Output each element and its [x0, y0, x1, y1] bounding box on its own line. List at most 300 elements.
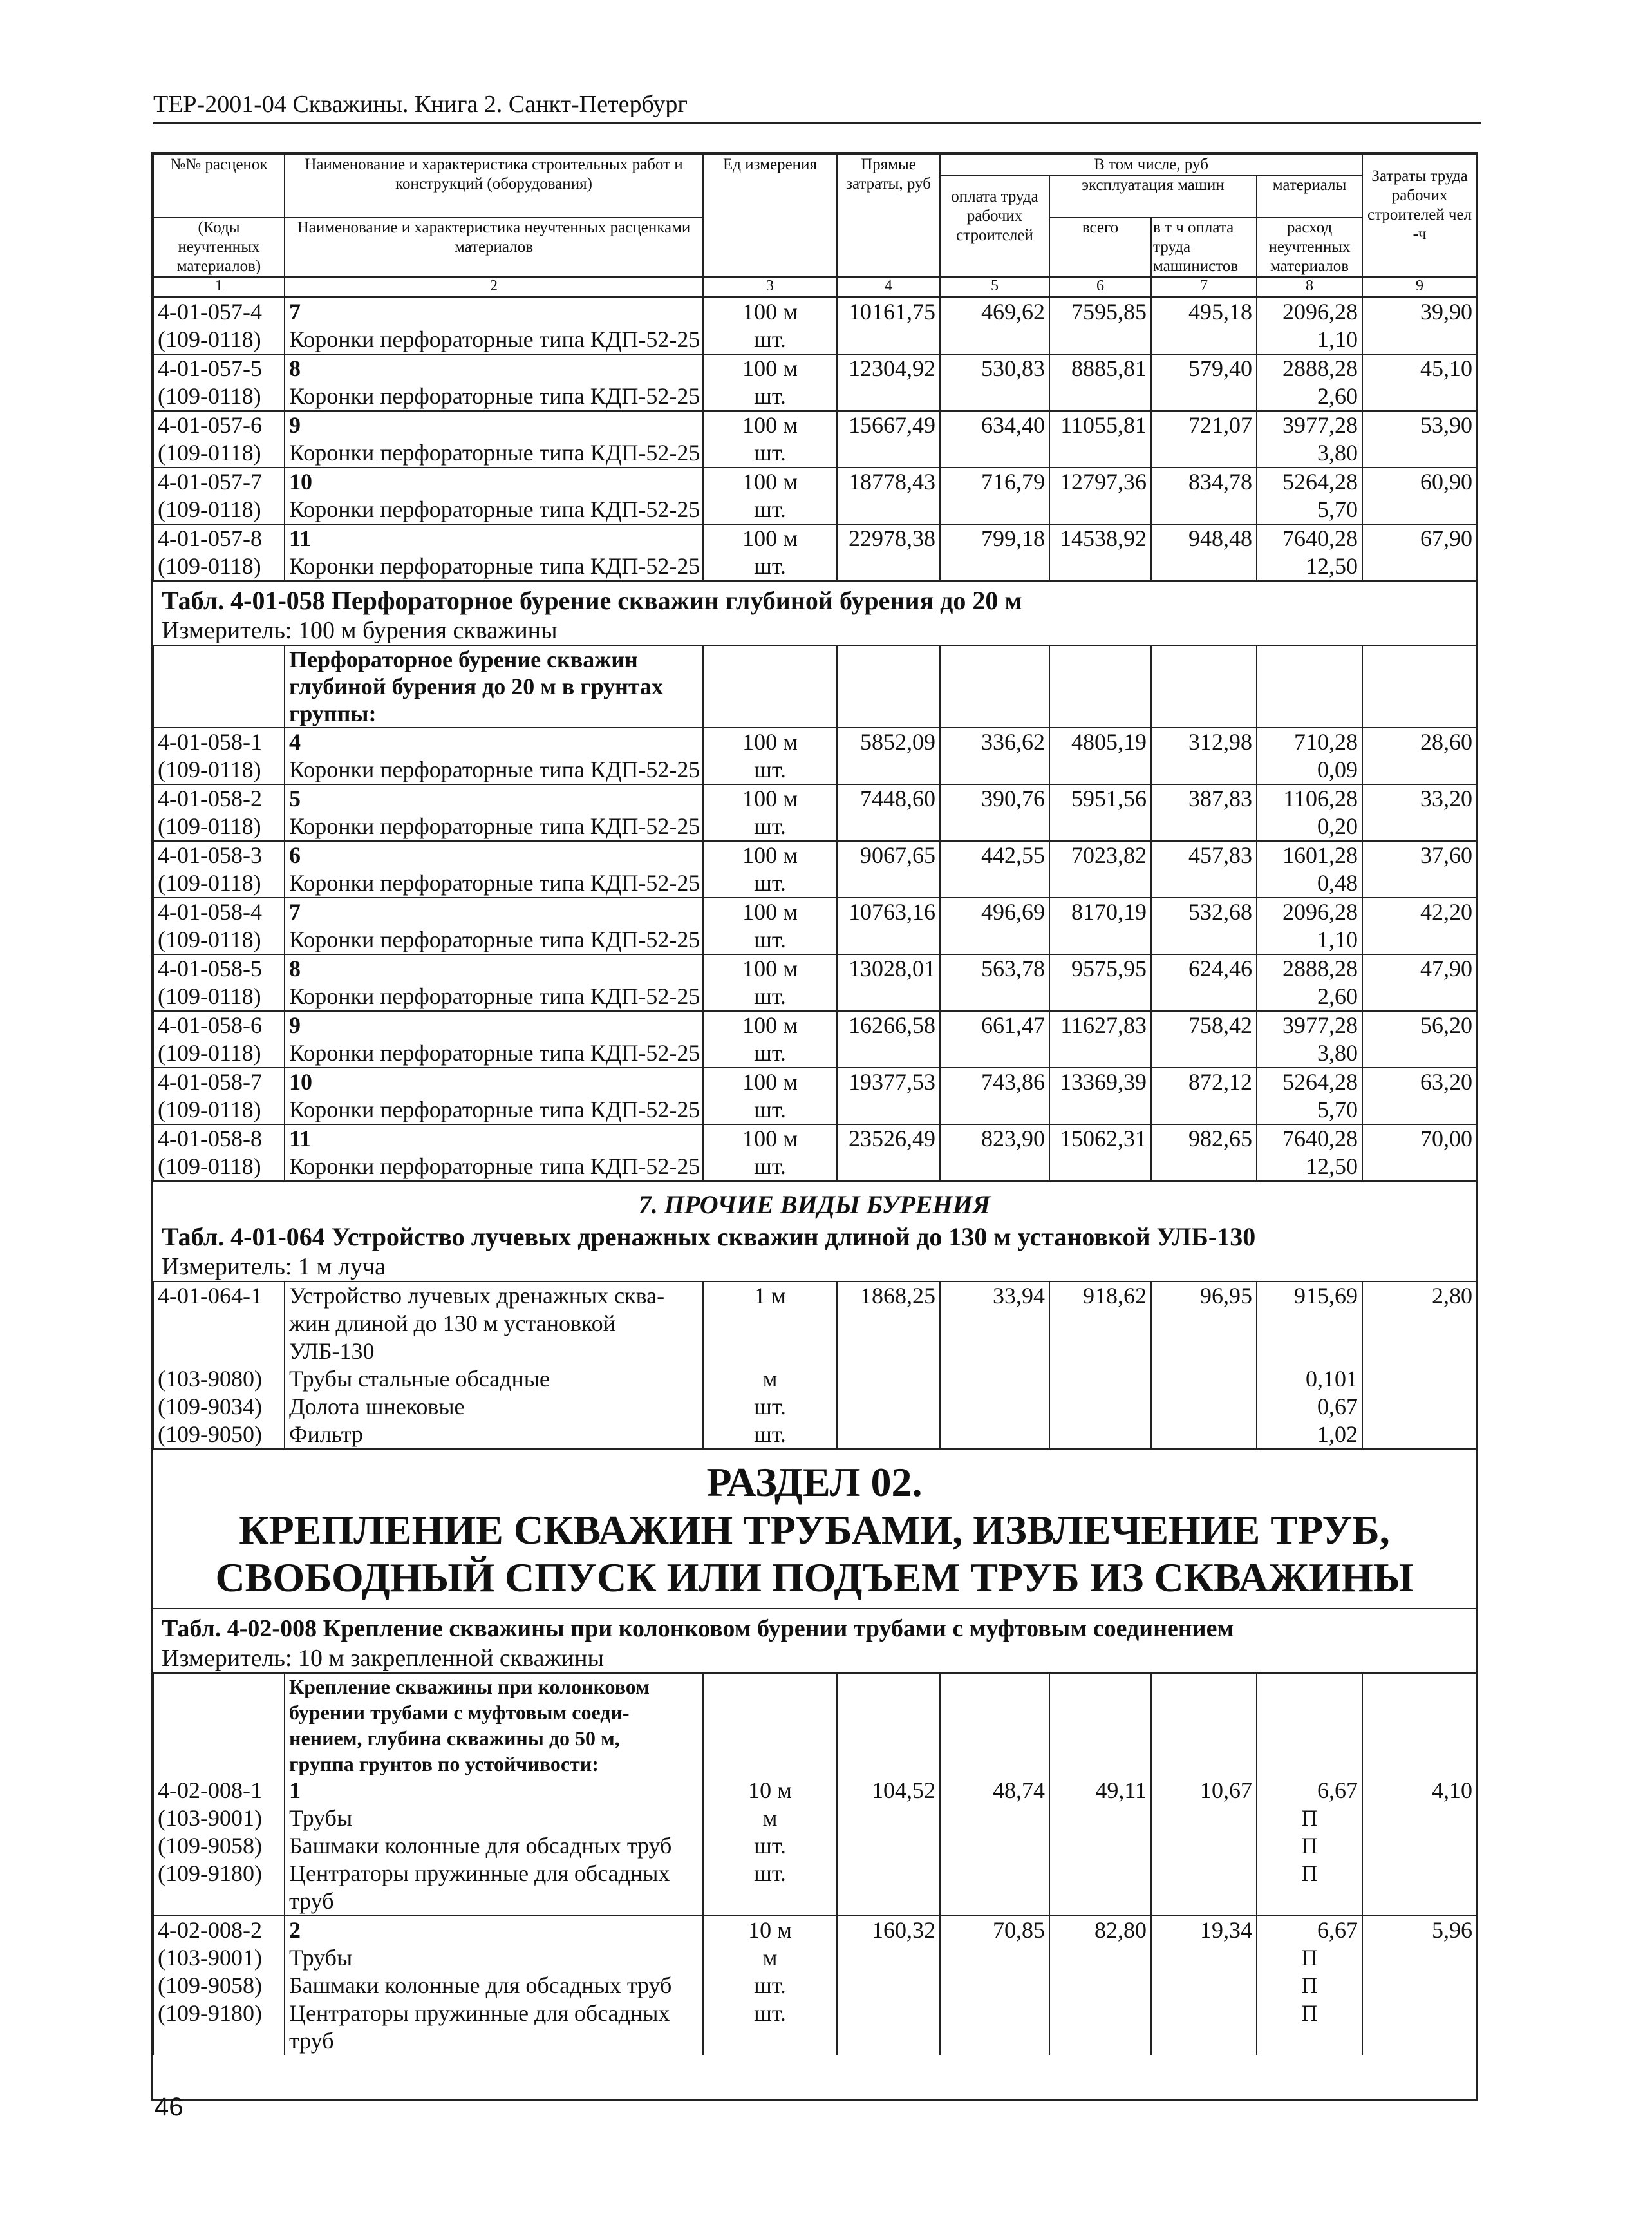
- table-cell: [940, 1096, 1049, 1124]
- table-4-01-057-rows: [153, 297, 1478, 580]
- table-row: [153, 1124, 1477, 1153]
- table-4-01-058-caption: [153, 580, 1476, 645]
- material-name: Трубы: [285, 1944, 703, 1972]
- table-cell: [1049, 869, 1151, 898]
- material-code: (109-0118): [153, 1096, 285, 1124]
- rate-code: 4-01-058-5: [153, 954, 285, 983]
- table-cell: [837, 1860, 940, 1888]
- column-number: 1: [153, 277, 285, 296]
- material-qty: 0,20: [1257, 813, 1362, 841]
- material-name: Башмаки колонные для обсадных труб: [285, 1972, 703, 2000]
- materials-cost: 2888,28: [1257, 954, 1362, 983]
- material-qty: П: [1257, 2000, 1362, 2027]
- material-qty: 3,80: [1257, 1039, 1362, 1068]
- material-name: Трубы стальные обсадные: [285, 1365, 703, 1393]
- table-cell: [1049, 1972, 1151, 2000]
- table-cell: [940, 1972, 1049, 2000]
- material-name: Коронки перфораторные типа КДП-52-25: [285, 383, 703, 411]
- table-row: [153, 298, 1477, 326]
- table-cell: [940, 983, 1049, 1011]
- page-header: ТЕР-2001-04 Скважины. Книга 2. Санкт-Петербург: [153, 89, 1481, 124]
- table-row: [153, 926, 1477, 954]
- operator-wage: 834,78: [1151, 468, 1257, 496]
- machine-cost: 13369,39: [1049, 1068, 1151, 1096]
- table-cell: [1151, 1421, 1257, 1448]
- operator-wage: 982,65: [1151, 1124, 1257, 1153]
- table-cell: [1362, 2027, 1477, 2055]
- machines-header: эксплуатация машин: [1049, 175, 1257, 218]
- table-cell: [940, 1421, 1049, 1448]
- material-qty: П: [1257, 1804, 1362, 1832]
- materials-cost: 3977,28: [1257, 411, 1362, 439]
- table-row: [153, 1393, 1477, 1421]
- table-cell: [1049, 1039, 1151, 1068]
- material-qty: 2,60: [1257, 983, 1362, 1011]
- table-cell: [1049, 1153, 1151, 1180]
- materials-cost: 6,67: [1257, 1916, 1362, 1944]
- material-code: (109-9050): [153, 1421, 285, 1448]
- direct-cost: 16266,58: [837, 1011, 940, 1039]
- table-cell: [1049, 1365, 1151, 1393]
- material-name: Фильтр: [285, 1421, 703, 1448]
- table-cell: [940, 1393, 1049, 1421]
- material-qty: 2,60: [1257, 383, 1362, 411]
- page-number: 46: [155, 2093, 183, 2121]
- material-name: Долота шнековые: [285, 1393, 703, 1421]
- table-row: [153, 869, 1477, 898]
- unit: 100 м: [703, 1068, 837, 1096]
- table-cell: [1151, 2027, 1257, 2055]
- table-cell: [837, 496, 940, 524]
- column-numbers: [153, 277, 1477, 296]
- table-cell: [1362, 1860, 1477, 1888]
- table-cell: [1151, 496, 1257, 524]
- unit: 100 м: [703, 954, 837, 983]
- material-qty: 1,02: [1257, 1421, 1362, 1448]
- material-name: Коронки перфораторные типа КДП-52-25: [285, 756, 703, 784]
- table-cell: [1049, 1832, 1151, 1860]
- material-code: (103-9001): [153, 1804, 285, 1832]
- worker-wage: 563,78: [940, 954, 1049, 983]
- material-qty: 5,70: [1257, 496, 1362, 524]
- table-cell: [940, 926, 1049, 954]
- material-unit: шт.: [703, 813, 837, 841]
- table-cell: [940, 2027, 1049, 2055]
- material-name: Башмаки колонные для обсадных труб: [285, 1832, 703, 1860]
- materials-cost: 3977,28: [1257, 1011, 1362, 1039]
- material-code: (109-0118): [153, 813, 285, 841]
- material-name: Коронки перфораторные типа КДП-52-25: [285, 439, 703, 468]
- operator-wage: 872,12: [1151, 1068, 1257, 1096]
- worker-wage: 336,62: [940, 728, 1049, 756]
- table-cell: [1362, 1972, 1477, 2000]
- table-cell: [1362, 1888, 1477, 1916]
- rate-code: 4-01-058-3: [153, 841, 285, 869]
- worker-wage: 442,55: [940, 841, 1049, 869]
- worker-wage: 799,18: [940, 524, 1049, 553]
- material-unit: шт.: [703, 869, 837, 898]
- table-cell: [1049, 1944, 1151, 1972]
- table-cell: [1362, 1421, 1477, 1448]
- table-cell: [1151, 756, 1257, 784]
- table-row: [153, 1421, 1477, 1448]
- table-row: [153, 524, 1477, 553]
- worker-wage: 469,62: [940, 298, 1049, 326]
- unit: 100 м: [703, 841, 837, 869]
- table-row: [153, 1365, 1477, 1393]
- material-unit: м: [703, 1944, 837, 1972]
- worker-wage: 716,79: [940, 468, 1049, 496]
- machine-cost: 8885,81: [1049, 354, 1151, 383]
- direct-cost: 10763,16: [837, 898, 940, 926]
- table-cell: [940, 1365, 1049, 1393]
- material-qty: 0,09: [1257, 756, 1362, 784]
- operator-wage: 387,83: [1151, 784, 1257, 813]
- soil-group: 2: [285, 1916, 703, 1944]
- table-cell: [837, 1804, 940, 1832]
- table-cell: [1151, 1888, 1257, 1916]
- material-qty: П: [1257, 1972, 1362, 2000]
- table-row: [153, 468, 1477, 496]
- table-cell: [1049, 1096, 1151, 1124]
- table-row: [153, 1777, 1477, 1804]
- soil-group: 1: [285, 1777, 703, 1804]
- table-cell: [1049, 383, 1151, 411]
- table-cell: [1151, 983, 1257, 1011]
- table-unit: Измеритель: 1 м луча: [162, 1253, 386, 1280]
- direct-cost: 5852,09: [837, 728, 940, 756]
- soil-group: 11: [285, 524, 703, 553]
- direct-cost: 104,52: [837, 1777, 940, 1804]
- table-cell: [1151, 869, 1257, 898]
- materials-cost: 5264,28: [1257, 468, 1362, 496]
- operator-wage: 948,48: [1151, 524, 1257, 553]
- table-cell: [940, 1944, 1049, 1972]
- group-intro: Крепление скважины при колонковом бурении трубами с муфтовым соеди- нением, глубина скважины до 50 м, группа грунтов по устойчивости:: [285, 1673, 703, 1777]
- table-row: [153, 1068, 1477, 1096]
- labor-hours: 53,90: [1362, 411, 1477, 439]
- table-row: [153, 1832, 1477, 1860]
- operator-wage: 495,18: [1151, 298, 1257, 326]
- table-cell: [940, 496, 1049, 524]
- table-row: [153, 2027, 1477, 2055]
- material-qty: П: [1257, 1860, 1362, 1888]
- material-code: (109-0118): [153, 496, 285, 524]
- table-cell: [1362, 756, 1477, 784]
- table-cell: [940, 553, 1049, 580]
- table-cell: [940, 1804, 1049, 1832]
- material-unit: шт.: [703, 1096, 837, 1124]
- table-row: [153, 1944, 1477, 1972]
- operator-wage: 10,67: [1151, 1777, 1257, 1804]
- material-code: (109-0118): [153, 1039, 285, 1068]
- direct-cost: 15667,49: [837, 411, 940, 439]
- table-row: [153, 1916, 1477, 1944]
- table-row: [153, 898, 1477, 926]
- table-cell: [1362, 496, 1477, 524]
- table-cell: [837, 1393, 940, 1421]
- column-number: 6: [1049, 277, 1151, 296]
- material-unit: м: [703, 1804, 837, 1832]
- column-number: 4: [837, 277, 940, 296]
- table-row: [153, 841, 1477, 869]
- table-4-01-058-rows: [153, 645, 1478, 1180]
- soil-group: 11: [285, 1124, 703, 1153]
- table-row: [153, 1860, 1477, 1888]
- column-number: 2: [285, 277, 703, 296]
- table-row: [153, 1888, 1477, 1916]
- table-row: 4-01-064-1 Устройство лучевых дренажных сква- жин длиной до 130 м установкой УЛБ-130 1 м 1868,25 33,94 918,62 96,95 915,69 2,80: [153, 1282, 1477, 1365]
- table-cell: [1362, 2000, 1477, 2027]
- table-row: [153, 326, 1477, 354]
- direct-cost: 160,32: [837, 1916, 940, 1944]
- table-cell: [837, 813, 940, 841]
- table-cell: [940, 1888, 1049, 1916]
- material-name: Коронки перфораторные типа КДП-52-25: [285, 813, 703, 841]
- table-cell: [1151, 1365, 1257, 1393]
- table-cell: [940, 756, 1049, 784]
- table-unit: Измеритель: 100 м бурения скважины: [162, 617, 558, 644]
- table-cell: [1049, 813, 1151, 841]
- table-cell: [1362, 1039, 1477, 1068]
- table-cell: [1151, 813, 1257, 841]
- direct-cost: 9067,65: [837, 841, 940, 869]
- machine-cost: 11627,83: [1049, 1011, 1151, 1039]
- table-cell: [1362, 1393, 1477, 1421]
- table-cell: [703, 1888, 837, 1916]
- materials-cost: 1106,28: [1257, 784, 1362, 813]
- table-row: [153, 1096, 1477, 1124]
- worker-wage: 70,85: [940, 1916, 1049, 1944]
- material-unit: шт.: [703, 1153, 837, 1180]
- column-number: 3: [703, 277, 837, 296]
- table-cell: [1049, 496, 1151, 524]
- direct-cost: 18778,43: [837, 468, 940, 496]
- table-cell: [1151, 1832, 1257, 1860]
- table-cell: [940, 1832, 1049, 1860]
- material-qty: 0,67: [1257, 1393, 1362, 1421]
- operator-wage: 532,68: [1151, 898, 1257, 926]
- machine-cost: 15062,31: [1049, 1124, 1151, 1153]
- machine-cost: 7595,85: [1049, 298, 1151, 326]
- labor-hours: 60,90: [1362, 468, 1477, 496]
- table-row: [153, 411, 1477, 439]
- table-cell: [837, 983, 940, 1011]
- material-unit: шт.: [703, 496, 837, 524]
- machine-cost: 82,80: [1049, 1916, 1151, 1944]
- material-qty: 1,10: [1257, 926, 1362, 954]
- table-cell: [837, 1153, 940, 1180]
- table-cell: [1362, 1365, 1477, 1393]
- soil-group: 10: [285, 468, 703, 496]
- unit: 100 м: [703, 728, 837, 756]
- material-unit: шт.: [703, 383, 837, 411]
- column-header: [153, 154, 1478, 297]
- operator-wage: 19,34: [1151, 1916, 1257, 1944]
- table-cell: [837, 756, 940, 784]
- soil-group: 9: [285, 1011, 703, 1039]
- material-name: Центраторы пружинные для обсадных: [285, 2000, 703, 2027]
- rate-code: 4-01-058-8: [153, 1124, 285, 1153]
- material-qty: 12,50: [1257, 553, 1362, 580]
- table-row: [153, 383, 1477, 411]
- column-number: 9: [1362, 277, 1477, 296]
- rate-code: 4-01-058-6: [153, 1011, 285, 1039]
- soil-group: 8: [285, 954, 703, 983]
- machine-cost: 7023,82: [1049, 841, 1151, 869]
- table-row: [153, 439, 1477, 468]
- labor-hours: 63,20: [1362, 1068, 1477, 1096]
- table-row: [153, 756, 1477, 784]
- material-code: (109-0118): [153, 926, 285, 954]
- labor-hours: 33,20: [1362, 784, 1477, 813]
- materials-cost: 1601,28: [1257, 841, 1362, 869]
- labor-hours: 56,20: [1362, 1011, 1477, 1039]
- operator-wage: 579,40: [1151, 354, 1257, 383]
- table-cell: [1362, 983, 1477, 1011]
- col-1-header-bottom: (Коды неучтенных материалов): [153, 218, 285, 277]
- table-cell: [837, 1039, 940, 1068]
- table-cell: [1049, 2027, 1151, 2055]
- material-code: (109-0118): [153, 983, 285, 1011]
- material-code: (109-0118): [153, 756, 285, 784]
- direct-cost: 10161,75: [837, 298, 940, 326]
- materials-cost: 710,28: [1257, 728, 1362, 756]
- unit: 100 м: [703, 784, 837, 813]
- table-row: [153, 1011, 1477, 1039]
- table-cell: [837, 1096, 940, 1124]
- table-cell: [1362, 326, 1477, 354]
- table-cell: [1049, 439, 1151, 468]
- table-cell: [837, 1944, 940, 1972]
- table-title: Табл. 4-01-058 Перфораторное бурение скважин глубиной бурения до 20 м: [162, 586, 1022, 615]
- table-row: [153, 728, 1477, 756]
- material-name: Коронки перфораторные типа КДП-52-25: [285, 926, 703, 954]
- material-unit: шт.: [703, 756, 837, 784]
- table-cell: [1362, 869, 1477, 898]
- table-cell: [837, 1421, 940, 1448]
- material-qty: 0,48: [1257, 869, 1362, 898]
- table-cell: [1151, 326, 1257, 354]
- worker-wage: 496,69: [940, 898, 1049, 926]
- material-qty: 12,50: [1257, 1153, 1362, 1180]
- labor-hours: 5,96: [1362, 1916, 1477, 1944]
- machine-cost: 11055,81: [1049, 411, 1151, 439]
- material-name: труб: [285, 2027, 703, 2055]
- material-unit: шт.: [703, 1860, 837, 1888]
- material-name: Коронки перфораторные типа КДП-52-25: [285, 983, 703, 1011]
- material-qty: 3,80: [1257, 439, 1362, 468]
- machine-cost: 8170,19: [1049, 898, 1151, 926]
- labor-hours: 28,60: [1362, 728, 1477, 756]
- table-cell: [1362, 1944, 1477, 1972]
- table-cell: [1049, 326, 1151, 354]
- table-cell: [153, 1888, 285, 1916]
- table-cell: [153, 2027, 285, 2055]
- material-code: (103-9001): [153, 1944, 285, 1972]
- rate-code: 4-02-008-2: [153, 1916, 285, 1944]
- material-code: (109-0118): [153, 1153, 285, 1180]
- table-cell: [1151, 1860, 1257, 1888]
- table-cell: [837, 1972, 940, 2000]
- table-cell: [1049, 926, 1151, 954]
- table-cell: [1049, 756, 1151, 784]
- direct-cost: 7448,60: [837, 784, 940, 813]
- col-2-header-bottom: Наименование и характеристика неучтенных расценками материалов: [285, 218, 703, 277]
- machine-cost: 9575,95: [1049, 954, 1151, 983]
- operator-wage: 457,83: [1151, 841, 1257, 869]
- table-cell: [1151, 1153, 1257, 1180]
- section-02-heading: РАЗДЕЛ 02. КРЕПЛЕНИЕ СКВАЖИН ТРУБАМИ, ИЗВЛЕЧЕНИЕ ТРУБ, СВОБОДНЫЙ СПУСК ИЛИ ПОДЪЕМ ТРУБ ИЗ СКВАЖИНЫ: [153, 1448, 1476, 1608]
- material-code: (109-9058): [153, 1832, 285, 1860]
- unit: 100 м: [703, 898, 837, 926]
- materials-cost: 6,67: [1257, 1777, 1362, 1804]
- rate-code: 4-01-057-6: [153, 411, 285, 439]
- table-cell: [940, 439, 1049, 468]
- material-unit: м: [703, 1365, 837, 1393]
- unit: 100 м: [703, 1124, 837, 1153]
- table-4-02-008-caption: [153, 1608, 1476, 1672]
- table-cell: [1362, 813, 1477, 841]
- direct-cost: 19377,53: [837, 1068, 940, 1096]
- unit: 100 м: [703, 468, 837, 496]
- material-name: Коронки перфораторные типа КДП-52-25: [285, 496, 703, 524]
- table-cell: [1362, 1153, 1477, 1180]
- column-number: 7: [1151, 277, 1257, 296]
- table-cell: [1362, 1832, 1477, 1860]
- material-unit: шт.: [703, 926, 837, 954]
- table-row: [153, 784, 1477, 813]
- table-cell: [1049, 983, 1151, 1011]
- table-cell: [837, 2000, 940, 2027]
- table-cell: [1049, 2000, 1151, 2027]
- material-unit: шт.: [703, 439, 837, 468]
- column-number: 8: [1257, 277, 1362, 296]
- material-unit: шт.: [703, 2000, 837, 2027]
- col-7-header: в т ч оплата труда машинистов: [1151, 218, 1257, 277]
- labor-hours: 45,10: [1362, 354, 1477, 383]
- table-cell: [1151, 553, 1257, 580]
- materials-cost: 2096,28: [1257, 298, 1362, 326]
- worker-wage: 823,90: [940, 1124, 1049, 1153]
- material-code: (109-0118): [153, 439, 285, 468]
- table-cell: [837, 1888, 940, 1916]
- materials-cost: 2096,28: [1257, 898, 1362, 926]
- column-number: 5: [940, 277, 1049, 296]
- rate-code: 4-01-058-1: [153, 728, 285, 756]
- table-cell: [940, 326, 1049, 354]
- material-unit: шт.: [703, 1421, 837, 1448]
- material-name: труб: [285, 1888, 703, 1916]
- rate-code: 4-01-057-7: [153, 468, 285, 496]
- soil-group: 6: [285, 841, 703, 869]
- rate-code: 4-01-058-7: [153, 1068, 285, 1096]
- unit: 100 м: [703, 524, 837, 553]
- table-unit: Измеритель: 10 м закрепленной скважины: [162, 1645, 605, 1672]
- table-cell: [837, 1365, 940, 1393]
- direct-cost: 23526,49: [837, 1124, 940, 1153]
- col-3-header: Ед измерения: [703, 155, 837, 277]
- rate-code: 4-01-057-5: [153, 354, 285, 383]
- table-cell: [940, 1039, 1049, 1068]
- table-row: [153, 1972, 1477, 2000]
- material-name: Коронки перфораторные типа КДП-52-25: [285, 553, 703, 580]
- worker-wage: 48,74: [940, 1777, 1049, 1804]
- materials-header: материалы: [1257, 175, 1362, 218]
- soil-group: 4: [285, 728, 703, 756]
- labor-hours: 39,90: [1362, 298, 1477, 326]
- material-unit: шт.: [703, 1832, 837, 1860]
